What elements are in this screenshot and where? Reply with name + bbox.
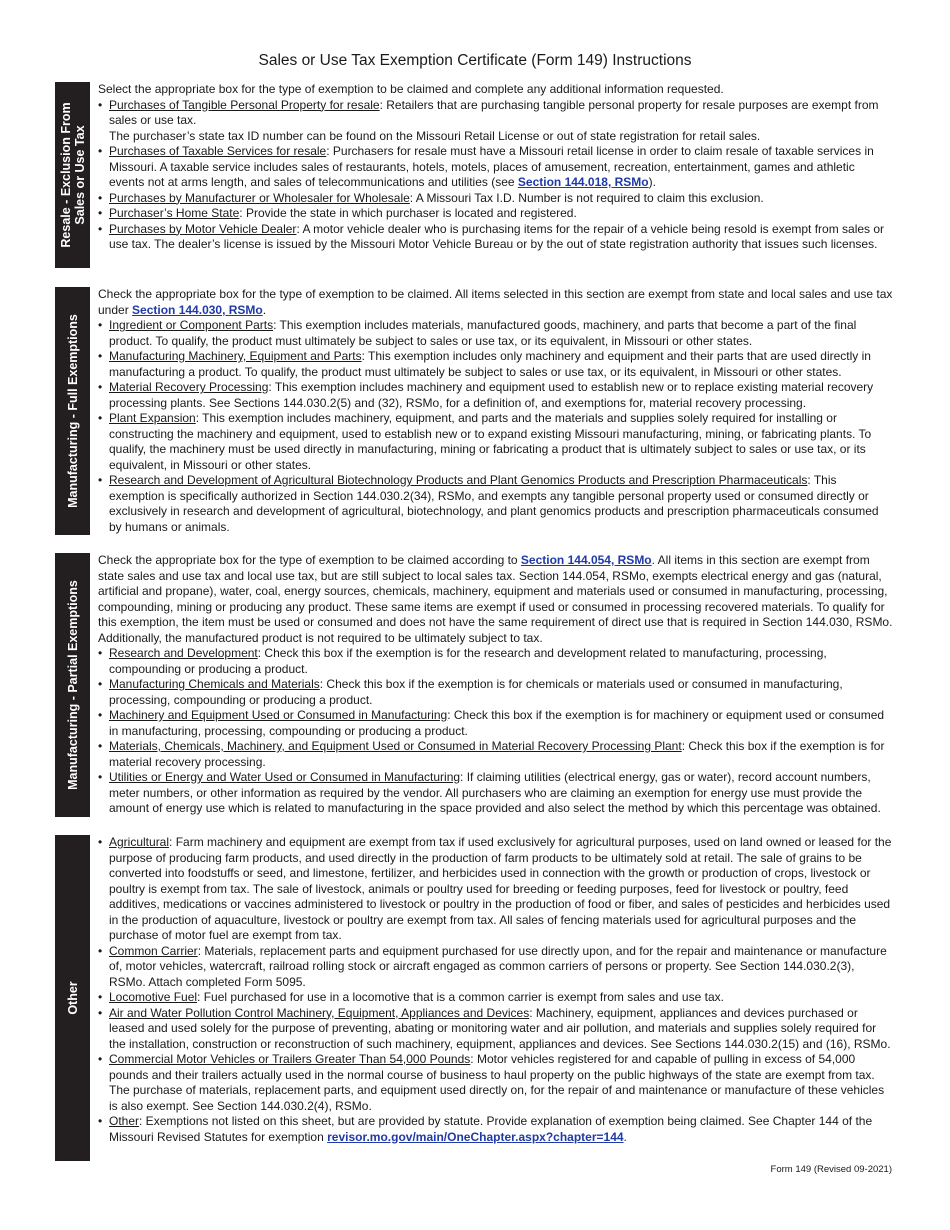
section-content-resale xyxy=(98,82,893,253)
list-item xyxy=(98,349,893,380)
intro-end: . xyxy=(262,302,267,317)
section-content-other xyxy=(98,835,893,1145)
section-tab-manufacturing-full xyxy=(55,287,90,535)
item-term: Purchases of Taxable Services for resale xyxy=(109,144,327,158)
statute-link[interactable]: Section 144.018, RSMo xyxy=(517,175,649,189)
item-text: : Exemptions not listed on this sheet, but are provided by statute. Provide explanation of exemption being claimed. See Chapter 144 of the Missouri Revised Statutes for exemption xyxy=(109,1114,873,1144)
item-text: : Retailers that are purchasing tangible personal property for resale purposes are exempt from sales or use tax. xyxy=(109,97,879,127)
tab-label-resale xyxy=(59,102,87,247)
tab-label-manufacturing-full: Manufacturing - Full Exemptions xyxy=(65,314,80,508)
item-text-end: . xyxy=(623,1129,627,1144)
item-text: : Fuel purchased for use in a locomotive that is a common carrier is exempt from sales and use tax. xyxy=(197,990,724,1004)
statute-link[interactable]: Section 144.054, RSMo xyxy=(520,553,652,567)
intro-text: Check the appropriate box for the type of exemption to be claimed. All items selected in this section are exempt from state and local sales and use tax under xyxy=(98,287,893,317)
item-term: Common Carrier xyxy=(109,943,198,958)
tab-label-line1: Resale - Exclusion From xyxy=(58,102,73,248)
section-tab-manufacturing-partial xyxy=(55,553,90,817)
item-term: Ingredient or Component Parts xyxy=(109,318,274,332)
item-text: : This exemption includes only machinery and equipment and their parts that are used directly in manufacturing a product. To qualify, the product must ultimately be subject to sales or use tax, or its equivalent, in Missouri or other states. xyxy=(109,349,871,379)
item-term: Locomotive Fuel xyxy=(109,990,198,1004)
item-text: : A Missouri Tax I.D. Number is not required to claim this exclusion. xyxy=(409,190,764,205)
exemption-list xyxy=(98,835,893,1145)
item-text: : This exemption is specifically authorized in Section 144.030.2(34), RSMo, and exempts any tangible personal property used or consumed directly or exclusively in research and development of agricultural, biotechnology, and plant genomics products and prescription pharmaceuticals consumed by humans or animals. xyxy=(109,473,879,534)
item-term: Materials, Chemicals, Machinery, and Equipment Used or Consumed in Material Recovery Processing Plant xyxy=(109,739,682,753)
list-item xyxy=(98,1006,893,1053)
section-content-manufacturing-partial xyxy=(98,553,893,817)
list-item xyxy=(98,473,893,535)
item-term: Purchases by Manufacturer or Wholesaler for Wholesale xyxy=(109,190,410,205)
list-item xyxy=(98,318,893,349)
statute-link[interactable]: Section 144.030, RSMo xyxy=(132,302,263,317)
list-item xyxy=(98,646,893,677)
item-term: Purchases by Motor Vehicle Dealer xyxy=(109,221,297,236)
section-intro xyxy=(98,553,893,646)
item-text: : Check this box if the exemption is for chemicals or materials used or consumed in manufacturing, processing, compounding or producing a product. xyxy=(109,677,843,707)
section-intro: Select the appropriate box for the type of exemption to be claimed and complete any additional information requested. xyxy=(98,82,724,96)
page-title: Sales or Use Tax Exemption Certificate (Form 149) Instructions xyxy=(258,52,692,69)
item-term: Research and Development xyxy=(109,646,258,660)
item-term: Purchaser’s Home State xyxy=(109,206,240,220)
item-text: : Check this box if the exemption is for machinery or equipment used or consumed in manufacturing, processing, compounding or producing a product. xyxy=(109,708,885,738)
list-item xyxy=(98,944,893,991)
item-text: : This exemption includes machinery, equipment, and parts and the materials and supplies solely required for installing or constructing the machinery and equipment, used to establish new or to expand existing Missouri manufacturing, mining, or fabricating plants. To qualify, the machinery must be used directly in manufacturing, mining or fabricating a product that is ultimately subject to sales or use tax, or its equivalent, in Missouri or other states. xyxy=(109,411,872,472)
list-item xyxy=(98,144,893,191)
item-text: : Machinery, equipment, appliances and devices purchased or leased and used solely for the purpose of preventing, abating or monitoring water and air pollution, and materials and supplies solely required for the installation, construction or reconstruction of such machinery, equipment, appliances and devices. See Sections 144.030.2(15) and (16), RSMo. xyxy=(109,1005,891,1051)
section-manufacturing-full xyxy=(55,287,895,535)
section-other xyxy=(55,835,895,1161)
item-term: Manufacturing Chemicals and Materials xyxy=(109,677,320,691)
tab-label-other: Other xyxy=(65,981,80,1015)
list-item xyxy=(98,739,893,770)
exemption-list xyxy=(98,318,893,535)
section-intro xyxy=(98,287,893,318)
item-text: : This exemption includes machinery and equipment used to establish new or to replace existing material recovery processing plants. See Sections 144.030.2(5) and (32), RSMo, for a definition of, and exemptions for, material recovery processing. xyxy=(109,380,874,410)
list-item xyxy=(98,411,893,473)
revisor-link[interactable]: revisor.mo.gov/main/OneChapter.aspx?chapter=144 xyxy=(327,1129,624,1144)
item-text: : Check this box if the exemption is for the research and development related to manufacturing, processing, compounding or producing a product. xyxy=(109,646,827,676)
list-item xyxy=(98,380,893,411)
item-text-end: ). xyxy=(648,175,656,189)
list-item xyxy=(98,98,893,145)
list-item xyxy=(98,990,893,1006)
list-item xyxy=(98,206,893,222)
list-item xyxy=(98,222,893,253)
item-term: Commercial Motor Vehicles or Trailers Greater Than 54,000 Pounds xyxy=(109,1052,471,1066)
item-term: Air and Water Pollution Control Machinery, Equipment, Appliances and Devices xyxy=(109,1005,530,1020)
item-text: : Farm machinery and equipment are exempt from tax if used exclusively for agricultural purposes, used on land owned or leased for the purpose of producing farm products, and used directly in the production of farm products to be ultimately sold at retail. The sale of grains to be converted into foodstuffs or seed, and limestone, fertilizer, and herbicides used in connection with the growth or production of crops, livestock or poultry is exempt from tax. The sale of livestock, animals or poultry used for breeding or feeding purposes, feed for livestock or poultry, feed additives, medications or vaccines administered to livestock or poultry in the production of food or fiber, and sales of pesticides and herbicides used in the production of aquaculture, livestock or poultry are exempt from tax. All sales of fencing materials used for agricultural purposes and the purchase of motor fuel are exempt from tax. xyxy=(109,835,892,942)
intro-end: . All items in this section are exempt from state sales and use tax and local use tax, but are still subject to local sales tax. Section 144.054, RSMo, exempts electrical energy and gas (natural, artificial and propane), water, coal, energy sources, chemicals, machinery, equipment and materials used or consumed in manufacturing, processing, compounding, mining or producing any product. These same items are exempt if used or consumed in processing recovered materials. To qualify for this exemption, the item must be used or consumed and does not have the same requirement of direct use that is required in Section 144.030, RSMo. Additionally, the manufactured product is not required to be ultimately subject to tax. xyxy=(98,553,893,645)
item-term: Machinery and Equipment Used or Consumed in Manufacturing xyxy=(109,708,448,722)
item-text: : A motor vehicle dealer who is purchasing items for the repair of a vehicle being resold is exempt from sales or use tax. The dealer’s license is issued by the Missouri Motor Vehicle Bureau or by the out of state registration authority that issues such licenses. xyxy=(109,221,885,251)
section-tab-resale xyxy=(55,82,90,268)
list-item xyxy=(98,677,893,708)
exemption-list xyxy=(98,98,893,253)
item-term: Material Recovery Processing xyxy=(109,380,269,394)
section-resale xyxy=(55,82,895,268)
item-term: Utilities or Energy and Water Used or Consumed in Manufacturing xyxy=(109,770,461,784)
item-text: : Materials, replacement parts and equipment purchased for use directly upon, and for the repair and maintenance or manufacture of, motor vehicles, watercraft, railroad rolling stock or aircraft engaged as common carriers of persons or property. See Section 144.030.2(3), RSMo. Attach completed Form 5095. xyxy=(109,943,887,989)
item-term: Purchases of Tangible Personal Property for resale xyxy=(109,97,380,112)
section-content-manufacturing-full xyxy=(98,287,893,535)
item-text: : This exemption includes materials, manufactured goods, machinery, and parts that become a part of the final product. To qualify, the product must ultimately be subject to sales or use tax, or its equivalent, in Missouri or other states. xyxy=(109,318,857,348)
item-text: : If claiming utilities (electrical energy, gas or water), record account numbers, meter numbers, or other information as required by the vendor. All purchasers who are claiming an exemption for energy use must provide the amount of energy use which is related to manufacturing in the space provided and also select the method by which this percentage was obtained. xyxy=(109,770,881,815)
list-item xyxy=(98,835,893,944)
item-note: The purchaser’s state tax ID number can be found on the Missouri Retail License or out of state registration for retail sales. xyxy=(109,128,761,143)
section-manufacturing-partial xyxy=(55,553,895,817)
tab-label-manufacturing-partial: Manufacturing - Partial Exemptions xyxy=(65,580,80,790)
list-item xyxy=(98,1052,893,1114)
item-term: Agricultural xyxy=(109,835,170,849)
item-text: : Motor vehicles registered for and capable of pulling in excess of 54,000 pounds and their trailers actually used in the normal course of business to haul property on the public highways of the state are exempt from tax. The purchase of materials, replacement parts, and equipment used directly on, for the repair of and maintenance or manufacture of these vehicles is also exempt. See Section 144.030.2(4), RSMo. xyxy=(109,1052,885,1113)
form-footer: Form 149 (Revised 09-2021) xyxy=(770,1164,892,1175)
item-term: Other xyxy=(109,1114,140,1128)
item-text: : Check this box if the exemption is for material recovery processing. xyxy=(109,739,885,769)
item-term: Research and Development of Agricultural Biotechnology Products and Plant Genomics Products and Prescription Pharmaceuticals xyxy=(109,473,808,487)
item-text: : Provide the state in which purchaser is located and registered. xyxy=(239,206,577,220)
item-text: : Purchasers for resale must have a Missouri retail license in order to claim resale of taxable services in Missouri. A taxable service includes sales of restaurants, hotels, motels, places of amusement, recreation, entertainment, games and athletic events not at arms length, and sales of telecommunications and utilities (see xyxy=(109,144,874,189)
list-item xyxy=(98,770,893,817)
tab-label-line2: Sales or Use Tax xyxy=(72,125,87,225)
item-term: Manufacturing Machinery, Equipment and Parts xyxy=(109,349,362,363)
list-item xyxy=(98,1114,893,1145)
list-item xyxy=(98,191,893,207)
list-item xyxy=(98,708,893,739)
exemption-list xyxy=(98,646,893,817)
item-term: Plant Expansion xyxy=(109,411,196,425)
section-tab-other xyxy=(55,835,90,1161)
intro-text: Check the appropriate box for the type of exemption to be claimed according to xyxy=(98,553,521,567)
